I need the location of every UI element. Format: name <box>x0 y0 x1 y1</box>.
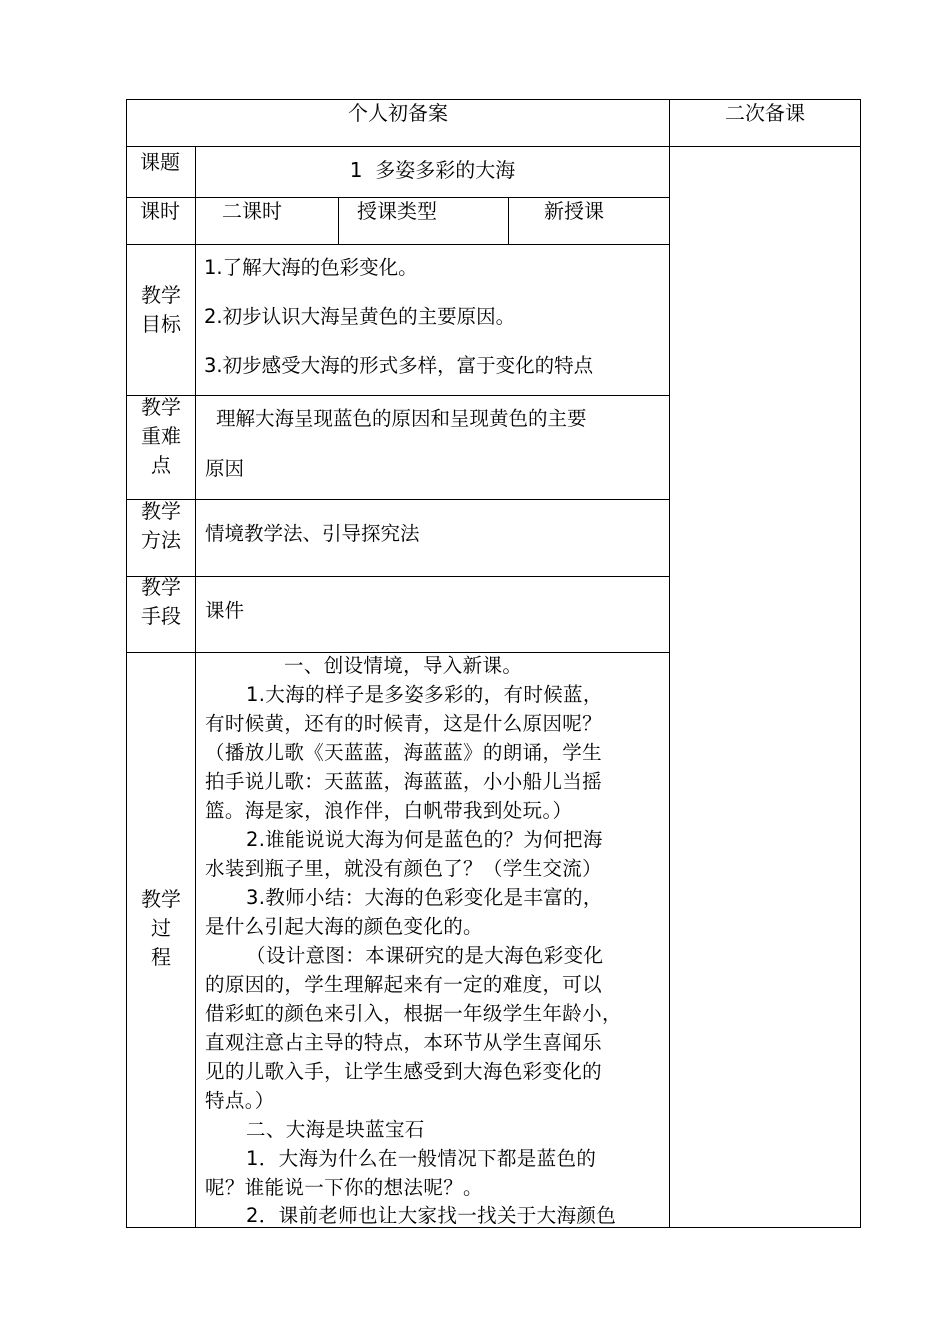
process-line: 篮。海是家，浪作伴，白帆带我到处玩。） <box>205 799 573 822</box>
process-line: 2．课前老师也让大家找一找关于大海颜色 <box>246 1204 617 1227</box>
table-rule <box>126 395 670 396</box>
process-label-line: 教学 <box>141 887 181 911</box>
topic-value: 1 多姿多彩的大海 <box>349 158 516 182</box>
process-line: 1．大海为什么在一般情况下都是蓝色的 <box>246 1147 597 1170</box>
type-column-rule <box>508 197 509 245</box>
table-rule <box>126 499 670 500</box>
means-label-line: 手段 <box>141 604 181 628</box>
process-line: 有时候黄，还有的时候青，这是什么原因呢？ <box>205 712 603 735</box>
table-rule <box>126 197 670 198</box>
difficulty-text-line: 原因 <box>205 457 245 480</box>
process-line: （设计意图：本课研究的是大海色彩变化 <box>246 944 604 967</box>
goal-item: 1.了解大海的色彩变化。 <box>204 256 418 279</box>
table-rule <box>126 576 670 577</box>
goal-item: 2.初步认识大海呈黄色的主要原因。 <box>204 305 516 328</box>
means-value: 课件 <box>205 599 245 622</box>
process-line: 见的儿歌入手，让学生感受到大海色彩变化的 <box>205 1060 603 1083</box>
process-line: （播放儿歌《天蓝蓝，海蓝蓝》的朗诵，学生 <box>205 741 603 764</box>
process-line: 一、创设情境，导入新课。 <box>284 654 523 677</box>
hours-value: 二课时 <box>222 199 282 223</box>
table-rule <box>126 146 861 147</box>
process-line: 2.谁能说说大海为何是蓝色的？为何把海 <box>246 828 603 851</box>
hours-column-rule <box>338 197 339 245</box>
process-label-line: 程 <box>151 945 171 969</box>
hours-label: 课时 <box>140 199 180 223</box>
table-border-left <box>126 99 127 1228</box>
goal-item: 3.初步感受大海的形式多样，富于变化的特点 <box>204 354 594 377</box>
process-line: 1.大海的样子是多姿多彩的，有时候蓝， <box>246 683 603 706</box>
process-line: 直观注意占主导的特点，本环节从学生喜闻乐 <box>205 1031 603 1054</box>
process-label-line: 过 <box>151 916 171 940</box>
process-line: 的原因的，学生理解起来有一定的难度，可以 <box>205 973 603 996</box>
process-line: 水装到瓶子里，就没有颜色了？（学生交流） <box>205 857 603 880</box>
method-label-line: 方法 <box>141 528 181 552</box>
process-line: 是什么引起大海的颜色变化的。 <box>205 915 483 938</box>
second-draft-header: 二次备课 <box>725 101 805 125</box>
topic-label: 课题 <box>140 150 180 174</box>
process-line: 二、大海是块蓝宝石 <box>246 1118 425 1141</box>
first-draft-header: 个人初备案 <box>348 101 448 125</box>
table-border-right <box>860 99 861 1228</box>
goals-label-line: 目标 <box>141 312 181 336</box>
process-line: 借彩虹的颜色来引入，根据一年级学生年龄小， <box>205 1002 622 1025</box>
difficulty-label-line: 点 <box>151 453 171 477</box>
means-label-line: 教学 <box>141 575 181 599</box>
method-value: 情境教学法、引导探究法 <box>205 522 420 545</box>
table-rule <box>126 244 670 245</box>
process-line: 拍手说儿歌：天蓝蓝，海蓝蓝，小小船儿当摇 <box>205 770 603 793</box>
process-line: 3.教师小结：大海的色彩变化是丰富的， <box>246 886 603 909</box>
lesson-type-value: 新授课 <box>544 199 604 223</box>
difficulty-text-line: 理解大海呈现蓝色的原因和呈现黄色的主要 <box>216 407 587 430</box>
method-label-line: 教学 <box>141 499 181 523</box>
difficulty-label-line: 教学 <box>141 395 181 419</box>
label-column-rule <box>195 146 196 1228</box>
process-line: 呢？谁能说一下你的想法呢？。 <box>205 1176 483 1199</box>
process-line: 特点。） <box>205 1089 275 1112</box>
lesson-type-label: 授课类型 <box>357 199 437 223</box>
goals-label-line: 教学 <box>141 283 181 307</box>
difficulty-label-line: 重难 <box>141 424 181 448</box>
